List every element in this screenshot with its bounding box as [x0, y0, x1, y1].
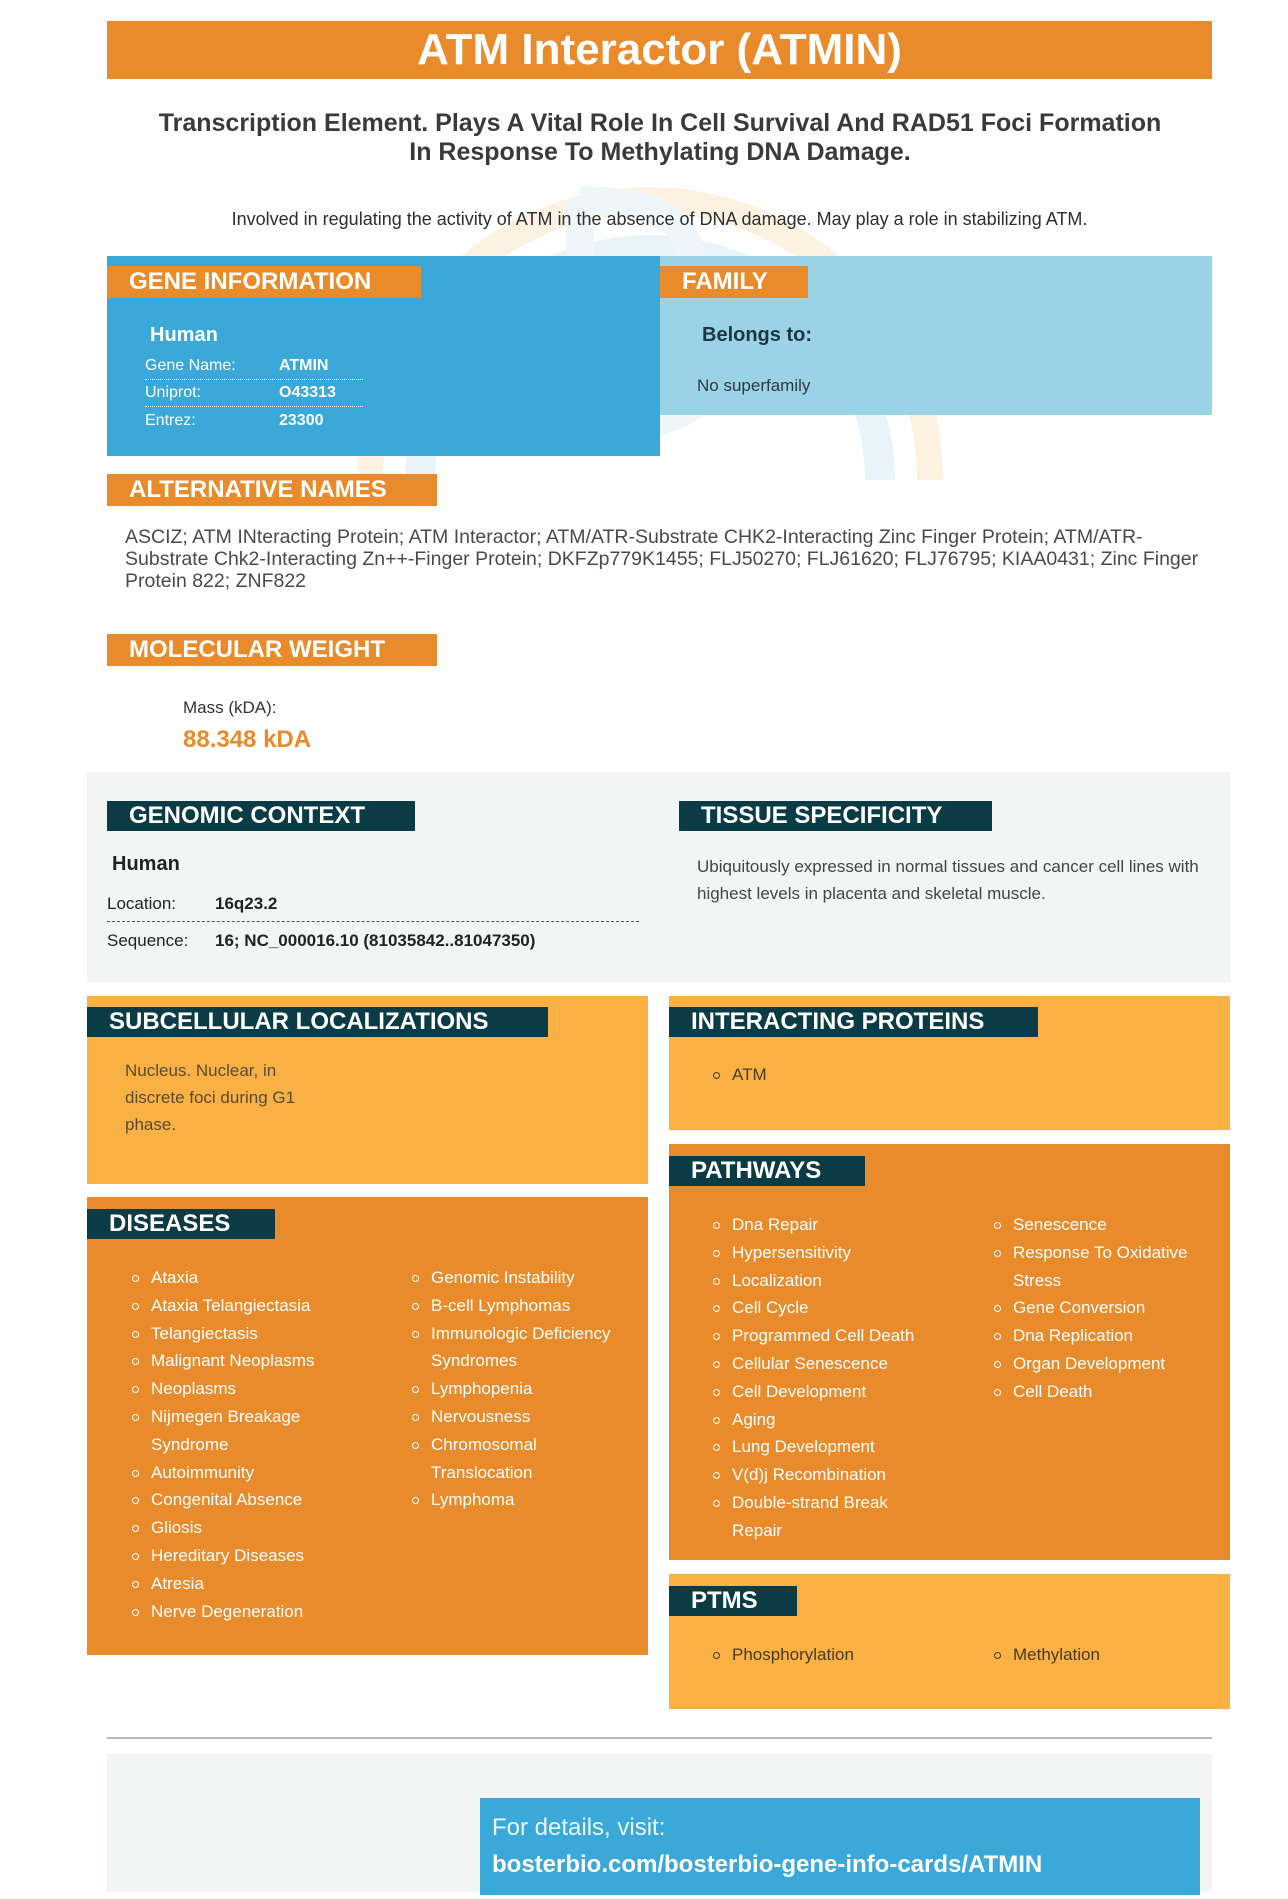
interacting-proteins-label: INTERACTING PROTEINS: [669, 1007, 1038, 1037]
family-belongs-label: Belongs to:: [702, 324, 812, 346]
gene-name-key: Gene Name:: [145, 357, 236, 374]
list-item: Nerve Degeneration: [131, 1598, 371, 1626]
interacting-proteins-list: [712, 1061, 767, 1089]
entrez-value: 23300: [279, 411, 324, 429]
list-item: Cell Development: [712, 1378, 952, 1406]
list-item: Lymphoma: [411, 1486, 633, 1514]
list-item: Neoplasms: [131, 1375, 371, 1403]
list-item: B-cell Lymphomas: [411, 1292, 633, 1320]
diseases-list-col1: [131, 1264, 371, 1625]
mass-label: Mass (kDA):: [183, 698, 277, 717]
page-subtitle: Transcription Element. Plays A Vital Role In Cell Survival And RAD51 Foci Formation In Response To Methylating DNA Damage.: [158, 109, 1162, 166]
tissue-specificity-label: TISSUE SPECIFICITY: [679, 801, 992, 831]
list-item: ATM: [712, 1061, 767, 1089]
gene-species: Human: [150, 324, 218, 346]
genomic-species: Human: [112, 853, 180, 875]
list-item: Chromosomal Translocation: [411, 1431, 561, 1487]
list-item: Genomic Instability: [411, 1264, 633, 1292]
list-item: Gene Conversion: [993, 1294, 1213, 1322]
ptms-list-col2: [993, 1641, 1100, 1669]
sequence-row: [107, 923, 639, 958]
list-item: Phosphorylation: [712, 1641, 854, 1669]
gene-name-value: ATMIN: [279, 357, 329, 374]
entrez-key: Entrez:: [145, 411, 196, 429]
list-item: Ataxia: [131, 1264, 371, 1292]
sequence-key: Sequence:: [107, 930, 189, 950]
list-item: Autoimmunity: [131, 1459, 371, 1487]
list-item: Organ Development: [993, 1350, 1213, 1378]
list-item: Nervousness: [411, 1403, 633, 1431]
diseases-label: DISEASES: [87, 1209, 275, 1239]
ptms-list-col1: [712, 1641, 854, 1669]
list-item: Telangiectasis: [131, 1320, 371, 1348]
list-item: Congenital Absence: [131, 1486, 371, 1514]
family-label: FAMILY: [660, 266, 808, 298]
list-item: Lymphopenia: [411, 1375, 633, 1403]
subcellular-text: Nucleus. Nuclear, in discrete foci during G1 phase.: [125, 1061, 296, 1134]
list-item: Cellular Senescence: [712, 1350, 952, 1378]
location-value: 16q23.2: [215, 894, 278, 913]
pathways-list-col1: [712, 1211, 952, 1545]
tissue-specificity-text: Ubiquitously expressed in normal tissues and cancer cell lines with highest levels in placenta and skeletal muscle.: [697, 857, 1199, 903]
list-item: Aging: [712, 1406, 952, 1434]
list-item: Double-strand Break Repair: [712, 1489, 912, 1545]
pathways-list-col2: [993, 1211, 1213, 1406]
location-key: Location:: [107, 894, 176, 913]
uniprot-value: O43313: [279, 384, 336, 401]
family-value: No superfamily: [697, 376, 811, 395]
alternative-names-label: ALTERNATIVE NAMES: [107, 474, 437, 506]
entrez-row: [145, 407, 363, 434]
list-item: Localization: [712, 1267, 952, 1295]
mass-value: 88.348 kDA: [183, 726, 312, 753]
uniprot-row: [145, 380, 363, 407]
molecular-weight-label: MOLECULAR WEIGHT: [107, 634, 437, 666]
list-item: Atresia: [131, 1570, 371, 1598]
page-title: ATM Interactor (ATMIN): [107, 21, 1212, 79]
uniprot-key: Uniprot:: [145, 384, 202, 401]
list-item: Response To Oxidative Stress: [993, 1239, 1213, 1295]
list-item: V(d)j Recombination: [712, 1461, 952, 1489]
list-item: Lung Development: [712, 1433, 952, 1461]
footer-details-label: For details, visit:: [492, 1814, 666, 1841]
footer-details-box[interactable]: [480, 1798, 1200, 1895]
genomic-context-label: GENOMIC CONTEXT: [107, 801, 415, 831]
footer-details-link[interactable]: bosterbio.com/bosterbio-gene-info-cards/ATMIN: [492, 1851, 1043, 1878]
list-item: Methylation: [993, 1641, 1100, 1669]
diseases-list-col2: [411, 1264, 633, 1514]
gene-name-row: [145, 353, 363, 380]
list-item: Cell Death: [993, 1378, 1213, 1406]
list-item: Hereditary Diseases: [131, 1542, 371, 1570]
location-row: [107, 887, 639, 922]
list-item: Nijmegen Breakage Syndrome: [131, 1403, 331, 1459]
list-item: Ataxia Telangiectasia: [131, 1292, 371, 1320]
alternative-names-text: ASCIZ; ATM INteracting Protein; ATM Interactor; ATM/ATR-Substrate CHK2-Interacting Zinc Finger Protein; ATM/ATR-Substrate Chk2-Interacting Zn++-Finger Protein; DKFZp779K1455; FLJ50270; FLJ61620; FLJ76795; KIAA0431; Zinc Finger Protein 822; ZNF822: [125, 526, 1199, 592]
list-item: Hypersensitivity: [712, 1239, 952, 1267]
list-item: Senescence: [993, 1211, 1213, 1239]
list-item: Cell Cycle: [712, 1294, 952, 1322]
list-item: Programmed Cell Death: [712, 1322, 952, 1350]
list-item: Gliosis: [131, 1514, 371, 1542]
list-item: Dna Repair: [712, 1211, 952, 1239]
list-item: Dna Replication: [993, 1322, 1213, 1350]
ptms-label: PTMS: [669, 1586, 797, 1616]
page-description: Involved in regulating the activity of ATM in the absence of DNA damage. May play a role in stabilizing ATM.: [231, 209, 1088, 229]
footer-divider: [107, 1737, 1212, 1739]
list-item: Malignant Neoplasms: [131, 1347, 371, 1375]
sequence-value: 16; NC_000016.10 (81035842..81047350): [215, 930, 536, 950]
list-item: Immunologic Deficiency Syndromes: [411, 1320, 633, 1376]
gene-information-label: GENE INFORMATION: [107, 266, 421, 298]
subcellular-label: SUBCELLULAR LOCALIZATIONS: [87, 1007, 548, 1037]
pathways-label: PATHWAYS: [669, 1156, 865, 1186]
